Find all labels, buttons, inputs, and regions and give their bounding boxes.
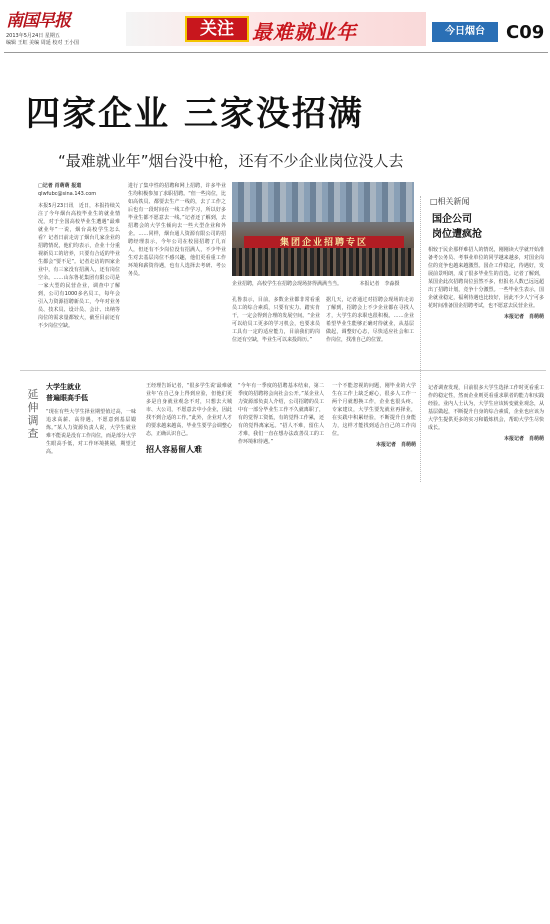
date-line: 2013年5月24日 星期五: [6, 33, 60, 39]
article-column-1: [38, 182, 120, 330]
lower-col4-byline: 本报记者 肖萌萌: [375, 442, 416, 448]
lower-right-byline: 本报记者 肖萌萌: [503, 436, 544, 442]
article-column-4: [326, 296, 414, 344]
related-news-label: □相关新闻: [430, 197, 470, 206]
section-banner-tag: 关注: [185, 16, 249, 42]
article-column-3: [232, 296, 320, 344]
lower-column-4: [332, 382, 416, 449]
related-news-byline: 本报记者 肖萌萌: [503, 314, 544, 320]
newspaper-logo: 南国早报: [6, 11, 70, 31]
article-text-col2: 进行了集中性的招聘和网上招聘，许多毕业生均积极参加了求职招聘。“但一些岗位，比如高铁员、都要去生产一线的，去了工作之后也有一段时间在一线工作学习，所以好多毕业生都不愿意去一线。”记者还了解到，去招聘会的大学生倾向去一些大型企业和外企。……同样，烟台通人资源有限公司的招聘经理表示，今年公司在校园招聘了几百人，但还有不少岗位没有招满人，不少毕业生对去基层岗位不感兴趣，他们更看重工作环境和薪资待遇，也有人选择去考研、考公务员。: [128, 183, 226, 277]
lower-right-column: [428, 384, 544, 443]
issue-meta: [6, 33, 79, 47]
lower-text-col3: “今年有一季度的招聘基本结束，第二季度的招聘将会向社会公开。”某企业人力资源部负责人介绍，公司招聘的员工中有一部分毕业生工作不久就离职了，有的觉得工资低，有的觉得工作累，还有的觉得离家远。“招人不难，留住人才难，我们一直在想办法改善员工的工作环境和待遇。”: [238, 383, 324, 445]
related-news-text: 相较于民企那样难招人的情况，刚刚读大学就开始准备考公务员、考事业单位的同学越来越多，对国企岗位的竞争也越来越激烈。国企工作稳定，待遇好，发展前景明朗，成了很多毕业生的首选。记者了解到，某国企此次招聘岗位虽然不多，但报名人数已远远超出了招聘计划，竞争十分激烈。一些毕业生表示，国企就业稳定，福利待遇也比较好，因此不少人宁可多花时间准备国企招聘考试，也不愿意去民营企业。: [428, 247, 544, 309]
photo-sign-text: 集团企业招聘专区: [244, 236, 404, 250]
article-text-col4: 据几天，记者通过对招聘会现场的走访了解到，招聘会上不少企业都在寻找人才，大学生的求职也很积极。……企业希望毕业生能够正确对待就业，从基层做起，调整好心态，尽快适应社会和工作岗位，找准自己的位置。: [326, 297, 414, 343]
page-number: C09: [506, 22, 545, 43]
today-yantai-button[interactable]: 今日烟台: [432, 22, 498, 42]
editor-line: 编辑 王虹 美编 周延 校对 王小国: [6, 40, 79, 46]
lower-right-text: 记者调查发现，目前很多大学生选择工作时更看重工作的稳定性，然而企业则更看重求职者的能力和实践经验。业内人士认为，大学生应该转变就业观念，从基层做起，不断提升自身的综合素质，企业也应该为大学生提供更多的实习和锻炼机会，帮助大学生尽快成长。: [428, 385, 544, 431]
article-text-col3: 孔鲁表示，目前，多数企业都非常看重员工的综合素质，只要有实力、踏实肯干，一定会得到合理的发展空间。“企业可以给员工更多的学习机会，也要求员工具有一定的适应能力，目前我们的岗位还有空缺，毕业生可以来投简历。”: [232, 297, 320, 343]
related-news-title: 国企公司 岗位遭疯抢: [432, 214, 482, 240]
subsection-title-1: 大学生就业 普遍眼高手低: [46, 383, 88, 402]
section-divider: [20, 370, 546, 371]
masthead-divider: [4, 52, 548, 53]
photo-caption: 企业招聘，高校学生在招聘会现场挤得满满当当。 本报记者 李淼摄: [232, 281, 400, 287]
vertical-section-tag: 延伸调查: [27, 388, 39, 440]
lower-text-col4: 一个不能忽视的问题，刚毕业的大学生在工作上缺乏耐心，很多人工作一两个月就想换工作，企业也很头疼。专家建议，大学生要先就业再择业，在实践中积累经验，不断提升自身能力，这样才能找到适合自己的工作岗位。: [332, 383, 416, 437]
subsection-title-2: 招人容易留人难: [146, 445, 202, 454]
lower-column-3: [238, 382, 324, 446]
reporter-email: qlwfubc@sina.143.com: [38, 191, 97, 197]
section-banner-text: 最难就业年: [252, 20, 357, 44]
lower-column-1: [46, 382, 136, 456]
article-subhead: “最难就业年”烟台没中枪，还有不少企业岗位没人去: [58, 152, 404, 170]
lower-text-col1: “现在有些大学生择业期望值过高，一味追求高薪、高待遇，不愿意到基层锻炼。”某人力资源负责人说，大学生就业难不能说是没有工作岗位，而是部分大学生眼高手低，对工作环境挑剔，期望过高。: [46, 409, 137, 455]
related-news-column: [428, 246, 544, 321]
lower-text-col2: 王经理告诉记者，“很多学生说‘最难就业年’在自己身上得到应验，但他们更多是自身就业观念不对，只想去大城市、大公司，不愿意去中小企业，因此找不到合适的工作。”此外，企业对人才的要求越来越高，毕业生要学会调整心态，正确认识自己。: [146, 383, 232, 437]
article-headline: 四家企业 三家没招满: [26, 94, 364, 134]
article-column-2: [128, 182, 226, 278]
article-text-col1: 本报5月23日讯 近日，本报持续关注了今年烟台高校毕业生的就业情况，对于全国高校毕业生遭遇“最难就业年”一说，烟台高校学生怎么看？记者日前走访了烟台几家企业的招聘情况，他们均表示，企业十分重视新员工的培养，只要有合适的毕业生都会“要不足”。记者走访的四家企业中，有三家没有招满人，还有岗位空余。……山东鲁花集团有限公司是一家大型的民营企业，调查中了解到，公司有1000多名员工，每年会引入力资源招聘新员工，今年对业务员、技术员、设计员、会计、出纳等岗位的需求量都较大，截至目前还有不少岗位空缺。: [38, 203, 120, 329]
lower-column-2: [146, 382, 232, 455]
reporter-byline: □记者 肖萌萌 报道: [38, 183, 82, 189]
job-fair-photo: [232, 182, 414, 276]
